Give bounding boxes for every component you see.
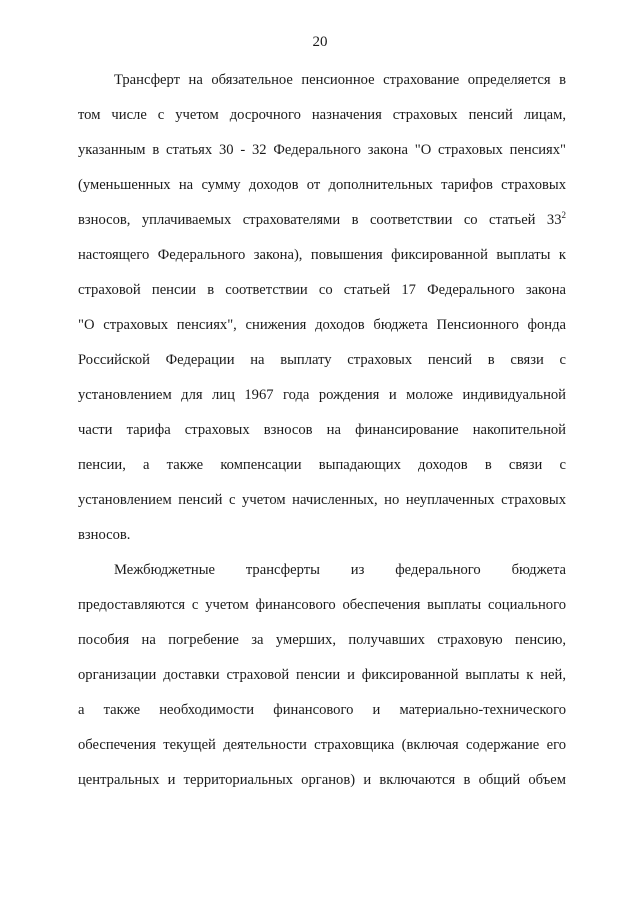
text-line: Трансферт на обязательное пенсионное страхование определяется в (114, 72, 566, 88)
text-line: Российской Федерации на выплату страховых пенсий в связи с (78, 352, 566, 368)
text-line: организации доставки страховой пенсии и фиксированной выплаты к ней, (78, 667, 566, 683)
text-line: (уменьшенных на сумму доходов от дополнительных тарифов страховых (78, 177, 566, 193)
superscript: 2 (561, 210, 566, 221)
text-line: установлением пенсий с учетом начисленных, но неуплаченных страховых (78, 492, 566, 508)
text-line-main: взносов, уплачиваемых страхователями в соответствии со статьей 33 (78, 212, 562, 228)
text-line: центральных и территориальных органов) и включаются в общий объем (78, 772, 566, 788)
page-number: 20 (312, 34, 328, 50)
text-line: пенсии, а также компенсации выпадающих доходов в связи с (78, 457, 566, 473)
text-line: настоящего Федерального закона), повышения фиксированной выплаты к (78, 247, 566, 263)
text-line: предоставляются с учетом финансового обеспечения выплаты социального (78, 597, 566, 613)
text-line: а также необходимости финансового и материально-технического (78, 702, 566, 718)
text-line: указанным в статьях 30 - 32 Федерального закона "О страховых пенсиях" (78, 142, 566, 158)
text-line: том числе с учетом досрочного назначения страховых пенсий лицам, (78, 107, 566, 123)
text-line: страховой пенсии в соответствии со статьей 17 Федерального закона (78, 282, 566, 298)
text-line: взносов. (78, 527, 131, 543)
text-line: части тарифа страховых взносов на финансирование накопительной (78, 422, 566, 438)
text-line: обеспечения текущей деятельности страховщика (включая содержание его (78, 737, 566, 753)
text-line: пособия на погребение за умерших, получавших страховую пенсию, (78, 632, 566, 648)
text-line: установлением для лиц 1967 года рождения и моложе индивидуальной (78, 387, 566, 403)
text-line: Межбюджетные трансферты из федерального бюджета (114, 562, 566, 578)
text-line: "О страховых пенсиях", снижения доходов бюджета Пенсионного фонда (78, 317, 566, 333)
text-line-with-superscript (78, 211, 566, 229)
